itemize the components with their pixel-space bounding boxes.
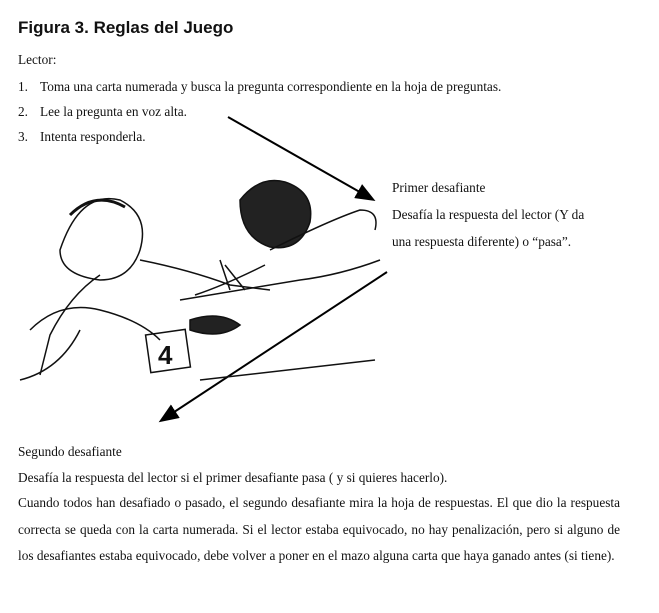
card-number: 4 [158,340,173,370]
step-text: Lee la pregunta en voz alta. [40,104,187,119]
step-number: 1. [18,79,28,94]
second-challenger-heading: Segundo desafiante [18,444,122,459]
players-drawing-icon [20,180,380,380]
first-challenger-heading: Primer desafiante [392,180,486,195]
first-challenger-line1: Desafía la respuesta del lector (Y da [392,207,585,222]
step-text: Intenta responderla. [40,129,146,144]
step-text: Toma una carta numerada y busca la pregunta correspondiente en la hoja de preguntas. [40,79,502,94]
second-challenger-text: Desafía la respuesta del lector si el primer desafiante pasa ( y si quieres hacerlo). [18,470,448,485]
closing-paragraph: Cuando todos han desafiado o pasado, el segundo desafiante mira la hoja de respuestas. El que dio la respuesta correcta se queda con la carta numerada. Si el lector estaba equivocado, no hay penalización, pero si alguno de los desafiantes estaba equivocado, debe volver a poner en el mazo alguna carta que haya ganado antes (si tiene). [18,495,620,564]
step-number: 3. [18,129,28,144]
first-challenger-line2: una respuesta diferente) o “pasa”. [392,234,572,249]
figure-title: Figura 3. Reglas del Juego [18,18,234,37]
arrow-to-first-challenger [228,117,372,199]
step-number: 2. [18,104,28,119]
reader-heading: Lector: [18,52,57,67]
